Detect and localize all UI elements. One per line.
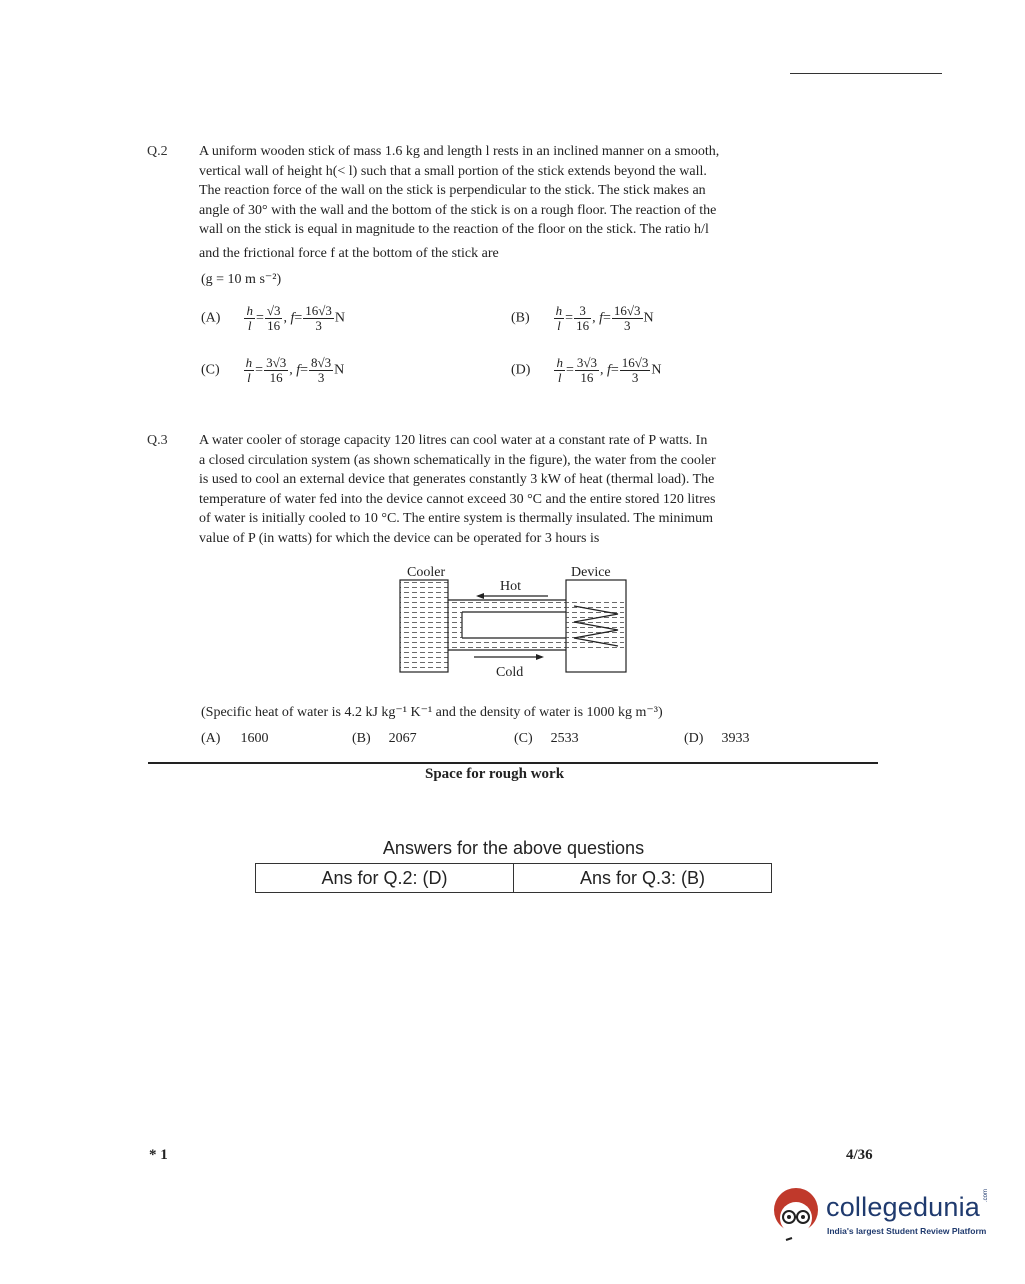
force-denominator: 3	[623, 318, 631, 333]
page-number: 4/36	[846, 1147, 873, 1163]
comma: ,	[289, 362, 293, 378]
q2-line: angle of 30° with the wall and the bottom of the stick is on a rough floor. The reaction of the	[199, 202, 717, 218]
option-label: (B)	[511, 310, 530, 326]
q2-given: (g = 10 m s⁻²)	[201, 272, 282, 287]
equals: =	[565, 310, 574, 326]
equals: =	[255, 310, 264, 326]
answers-title: Answers for the above questions	[382, 838, 645, 858]
hot-pipe	[448, 600, 566, 612]
force-numerator: 8√3	[311, 355, 332, 370]
collegedunia-logo[interactable]	[768, 1180, 998, 1250]
q3-option-b[interactable]	[352, 731, 417, 747]
ratio-denominator: 16	[269, 370, 283, 385]
q2-option-b[interactable]	[511, 304, 654, 333]
q3-note: (Specific heat of water is 4.2 kJ kg⁻¹ K⁻¹ and the density of water is 1000 kg m⁻³)	[201, 705, 663, 720]
rough-work-divider	[148, 762, 878, 764]
q3-option-a[interactable]	[201, 731, 268, 747]
f-symbol: f	[599, 310, 603, 326]
option-value: 2067	[388, 731, 417, 746]
equals: =	[300, 362, 309, 378]
f-symbol: f	[606, 362, 611, 378]
q2-line: A uniform wooden stick of mass 1.6 kg and length l rests in an inclined manner on a smooth,	[199, 144, 720, 159]
ratio-numerator: 3	[574, 304, 591, 319]
option-value: 2533	[550, 731, 579, 746]
ratio-denominator: 16	[576, 318, 590, 333]
q2-line: The reaction force of the wall on the stick is perpendicular to the stick. The stick makes an	[199, 183, 706, 198]
q2-option-d[interactable]	[511, 356, 662, 385]
cooler-label: Cooler	[407, 565, 446, 580]
h-symbol: h	[555, 303, 563, 318]
q3-line: temperature of water fed into the device cannot exceed 30 °C and the entire stored 120 litres	[199, 491, 716, 507]
l-symbol: l	[557, 318, 561, 333]
q3-line: value of P (in watts) for which the device can be operated for 3 hours is	[199, 530, 600, 546]
rough-work-label: Space for rough work	[425, 766, 565, 782]
l-symbol: l	[247, 370, 251, 385]
answers-table	[255, 863, 772, 893]
equals: =	[602, 310, 611, 326]
q2-option-a[interactable]	[201, 304, 345, 333]
ratio-denominator: 16	[267, 318, 281, 333]
logo-tagline: India's largest Student Review Platform	[827, 1226, 987, 1236]
q2-line: vertical wall of height h(< l) such that a small portion of the stick extends beyond the wall.	[199, 163, 707, 179]
force-numerator: 16√3	[621, 355, 649, 370]
mascot-icon	[768, 1180, 824, 1244]
f-symbol: f	[296, 362, 301, 378]
force-numerator: 16√3	[613, 303, 641, 318]
cooler-tank	[400, 580, 448, 672]
q3-option-c[interactable]	[514, 731, 579, 747]
answer-q3: Ans for Q.3: (B)	[513, 864, 771, 892]
equals: =	[565, 362, 574, 378]
comma: ,	[592, 310, 596, 326]
unit: N	[334, 362, 345, 378]
unit: N	[334, 310, 346, 326]
h-symbol: h	[245, 355, 253, 370]
q3-number: Q.3	[147, 433, 168, 448]
unit: N	[651, 362, 662, 378]
logo-name: collegedunia	[826, 1192, 981, 1222]
ratio-numerator: 3√3	[576, 355, 597, 370]
force-denominator: 3	[631, 370, 639, 385]
q3-text	[199, 431, 877, 548]
option-label: (D)	[684, 731, 704, 746]
h-symbol: h	[556, 355, 563, 370]
equals: =	[610, 362, 619, 378]
force-denominator: 3	[315, 318, 322, 333]
logo-suffix: .com	[983, 1188, 989, 1202]
option-label: (A)	[201, 731, 221, 746]
option-label: (C)	[514, 731, 533, 746]
l-symbol: l	[247, 318, 252, 333]
ratio-numerator: √3	[266, 303, 281, 318]
q2-line: and the frictional force f at the bottom of the stick are	[199, 245, 499, 261]
option-value: 3933	[721, 731, 750, 746]
equals: =	[294, 310, 303, 326]
option-label: (C)	[201, 362, 220, 378]
q2-option-c[interactable]	[201, 356, 344, 385]
unit: N	[643, 310, 654, 326]
top-rule	[790, 73, 942, 74]
cold-label: Cold	[496, 665, 524, 680]
equals: =	[255, 362, 264, 378]
device-label: Device	[571, 565, 611, 580]
footer-marker: * 1	[149, 1147, 168, 1163]
comma: ,	[283, 310, 287, 326]
ratio-numerator: 3√3	[266, 355, 287, 370]
comma: ,	[599, 362, 604, 378]
force-numerator: 16√3	[305, 303, 332, 318]
l-symbol: l	[557, 370, 562, 385]
ratio-denominator: 16	[580, 370, 594, 385]
option-value: 1600	[240, 731, 269, 746]
cooler-device-figure	[396, 560, 632, 682]
force-denominator: 3	[317, 370, 325, 385]
option-label: (D)	[511, 362, 531, 378]
answer-q2: Ans for Q.2: (D)	[321, 867, 448, 888]
q3-line: a closed circulation system (as shown schematically in the figure), the water from the cooler	[199, 452, 716, 468]
hot-label: Hot	[500, 579, 521, 594]
option-label: (A)	[201, 310, 221, 326]
h-symbol: h	[246, 303, 253, 318]
option-label: (B)	[352, 731, 371, 746]
q2-text	[199, 142, 877, 263]
q3-line: is used to cool an external device that generates constantly 3 kW of heat (thermal load). The	[199, 472, 715, 487]
q3-line: of water is initially cooled to 10 °C. The entire system is thermally insulated. The minimum	[199, 511, 714, 526]
cold-pipe	[448, 638, 566, 650]
q2-line: wall on the stick is equal in magnitude to the reaction of the floor on the stick. The ratio h/l	[199, 222, 709, 237]
q2-number: Q.2	[147, 144, 168, 159]
f-symbol: f	[290, 310, 295, 326]
q3-line: A water cooler of storage capacity 120 litres can cool water at a constant rate of P watts. In	[199, 433, 708, 448]
q3-option-d[interactable]	[684, 731, 749, 747]
